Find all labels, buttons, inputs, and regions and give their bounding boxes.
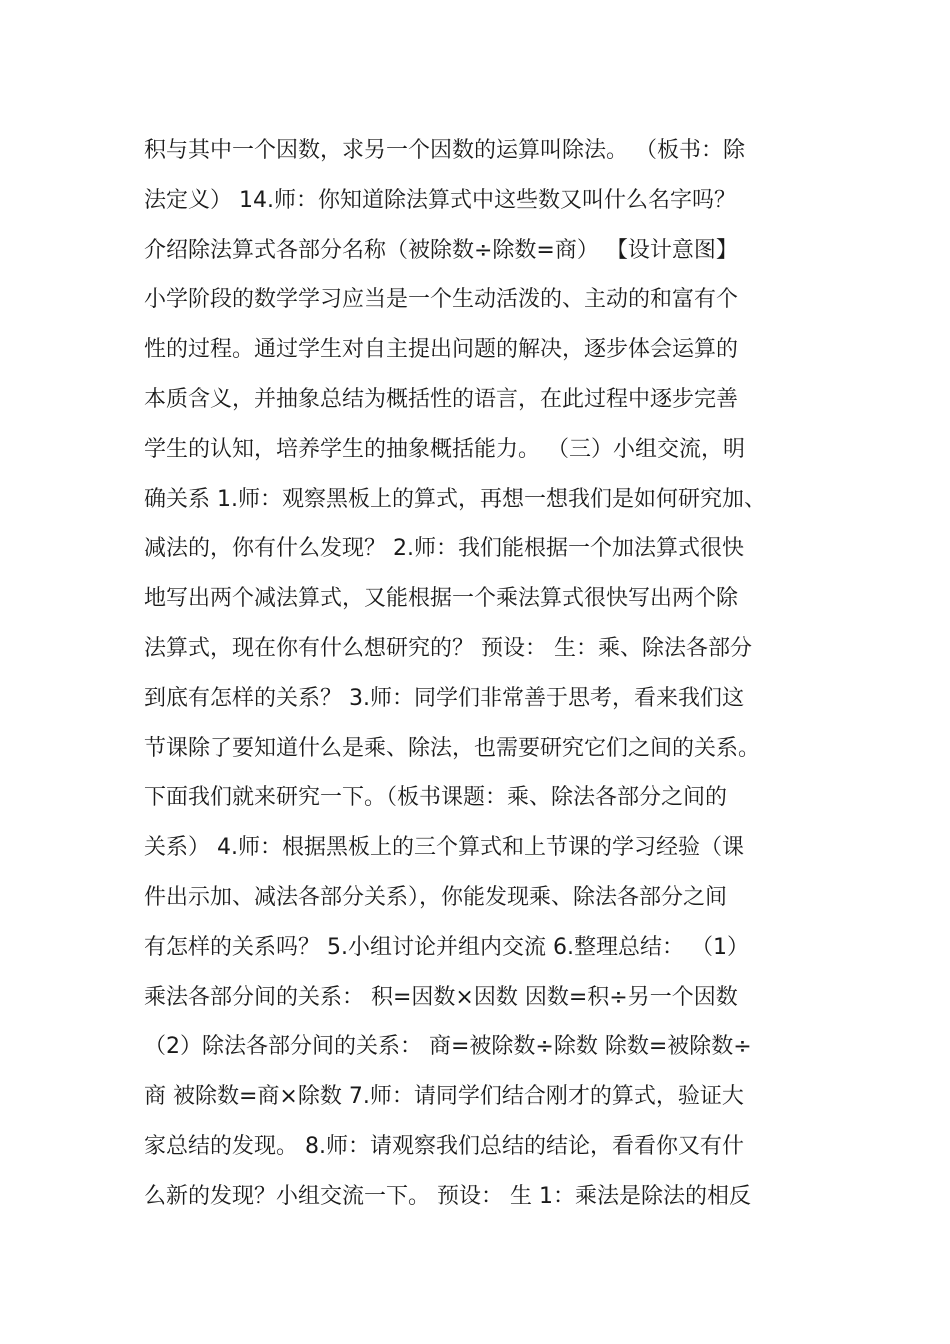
text-line: 件出示加、减法各部分关系），你能发现乘、除法各部分之间 [144,884,728,910]
text-line: 有怎样的关系吗？ 5.小组讨论并组内交流 6.整理总结： （1） [144,934,749,960]
text-line: 么新的发现？小组交流一下。 预设： 生 1：乘法是除法的相反 [144,1183,751,1209]
text-line: 商 被除数=商×除数 7.师：请同学们结合刚才的算式，验证大 [144,1084,744,1110]
text-line: 到底有怎样的关系？ 3.师：同学们非常善于思考，看来我们这 [144,685,744,711]
text-line: 下面我们就来研究一下。（板书课题：乘、除法各部分之间的 [144,785,728,811]
text-line: 积与其中一个因数，求另一个因数的运算叫除法。 （板书：除 [144,138,745,163]
text-line: 法定义） 14.师：你知道除法算式中这些数又叫什么名字吗？ [144,187,736,213]
text-line: 乘法各部分间的关系： 积=因数×因数 因数=积÷另一个因数 [144,984,738,1010]
text-line: （2）除法各部分间的关系： 商=被除数÷除数 除数=被除数÷ [144,1034,752,1060]
text-line: 减法的，你有什么发现？ 2.师：我们能根据一个加法算式很快 [144,536,744,562]
text-line: 性的过程。通过学生对自主提出问题的解决，逐步体会运算的 [144,337,739,363]
body-text [144,126,944,1222]
text-line: 本质含义，并抽象总结为概括性的语言，在此过程中逐步完善 [144,386,739,412]
text-line: 确关系 1.师：观察黑板上的算式，再想一想我们是如何研究加、 [144,486,766,512]
text-line: 地写出两个减法算式，又能根据一个乘法算式很快写出两个除 [144,586,739,612]
text-line: 小学阶段的数学学习应当是一个生动活泼的、主动的和富有个 [144,287,739,313]
text-line: 家总结的发现。 8.师：请观察我们总结的结论，看看你又有什 [144,1133,744,1159]
text-line: 介绍除法算式各部分名称（被除数÷除数=商） 【设计意图】 [144,237,738,263]
text-line: 法算式，现在你有什么想研究的？ 预设： 生：乘、除法各部分 [144,635,752,661]
text-line: 学生的认知，培养学生的抽象概括能力。 （三）小组交流，明 [144,436,745,462]
text-line: 关系） 4.师：根据黑板上的三个算式和上节课的学习经验（课 [144,835,744,861]
text-line: 节课除了要知道什么是乘、除法，也需要研究它们之间的关系。 [144,735,761,761]
